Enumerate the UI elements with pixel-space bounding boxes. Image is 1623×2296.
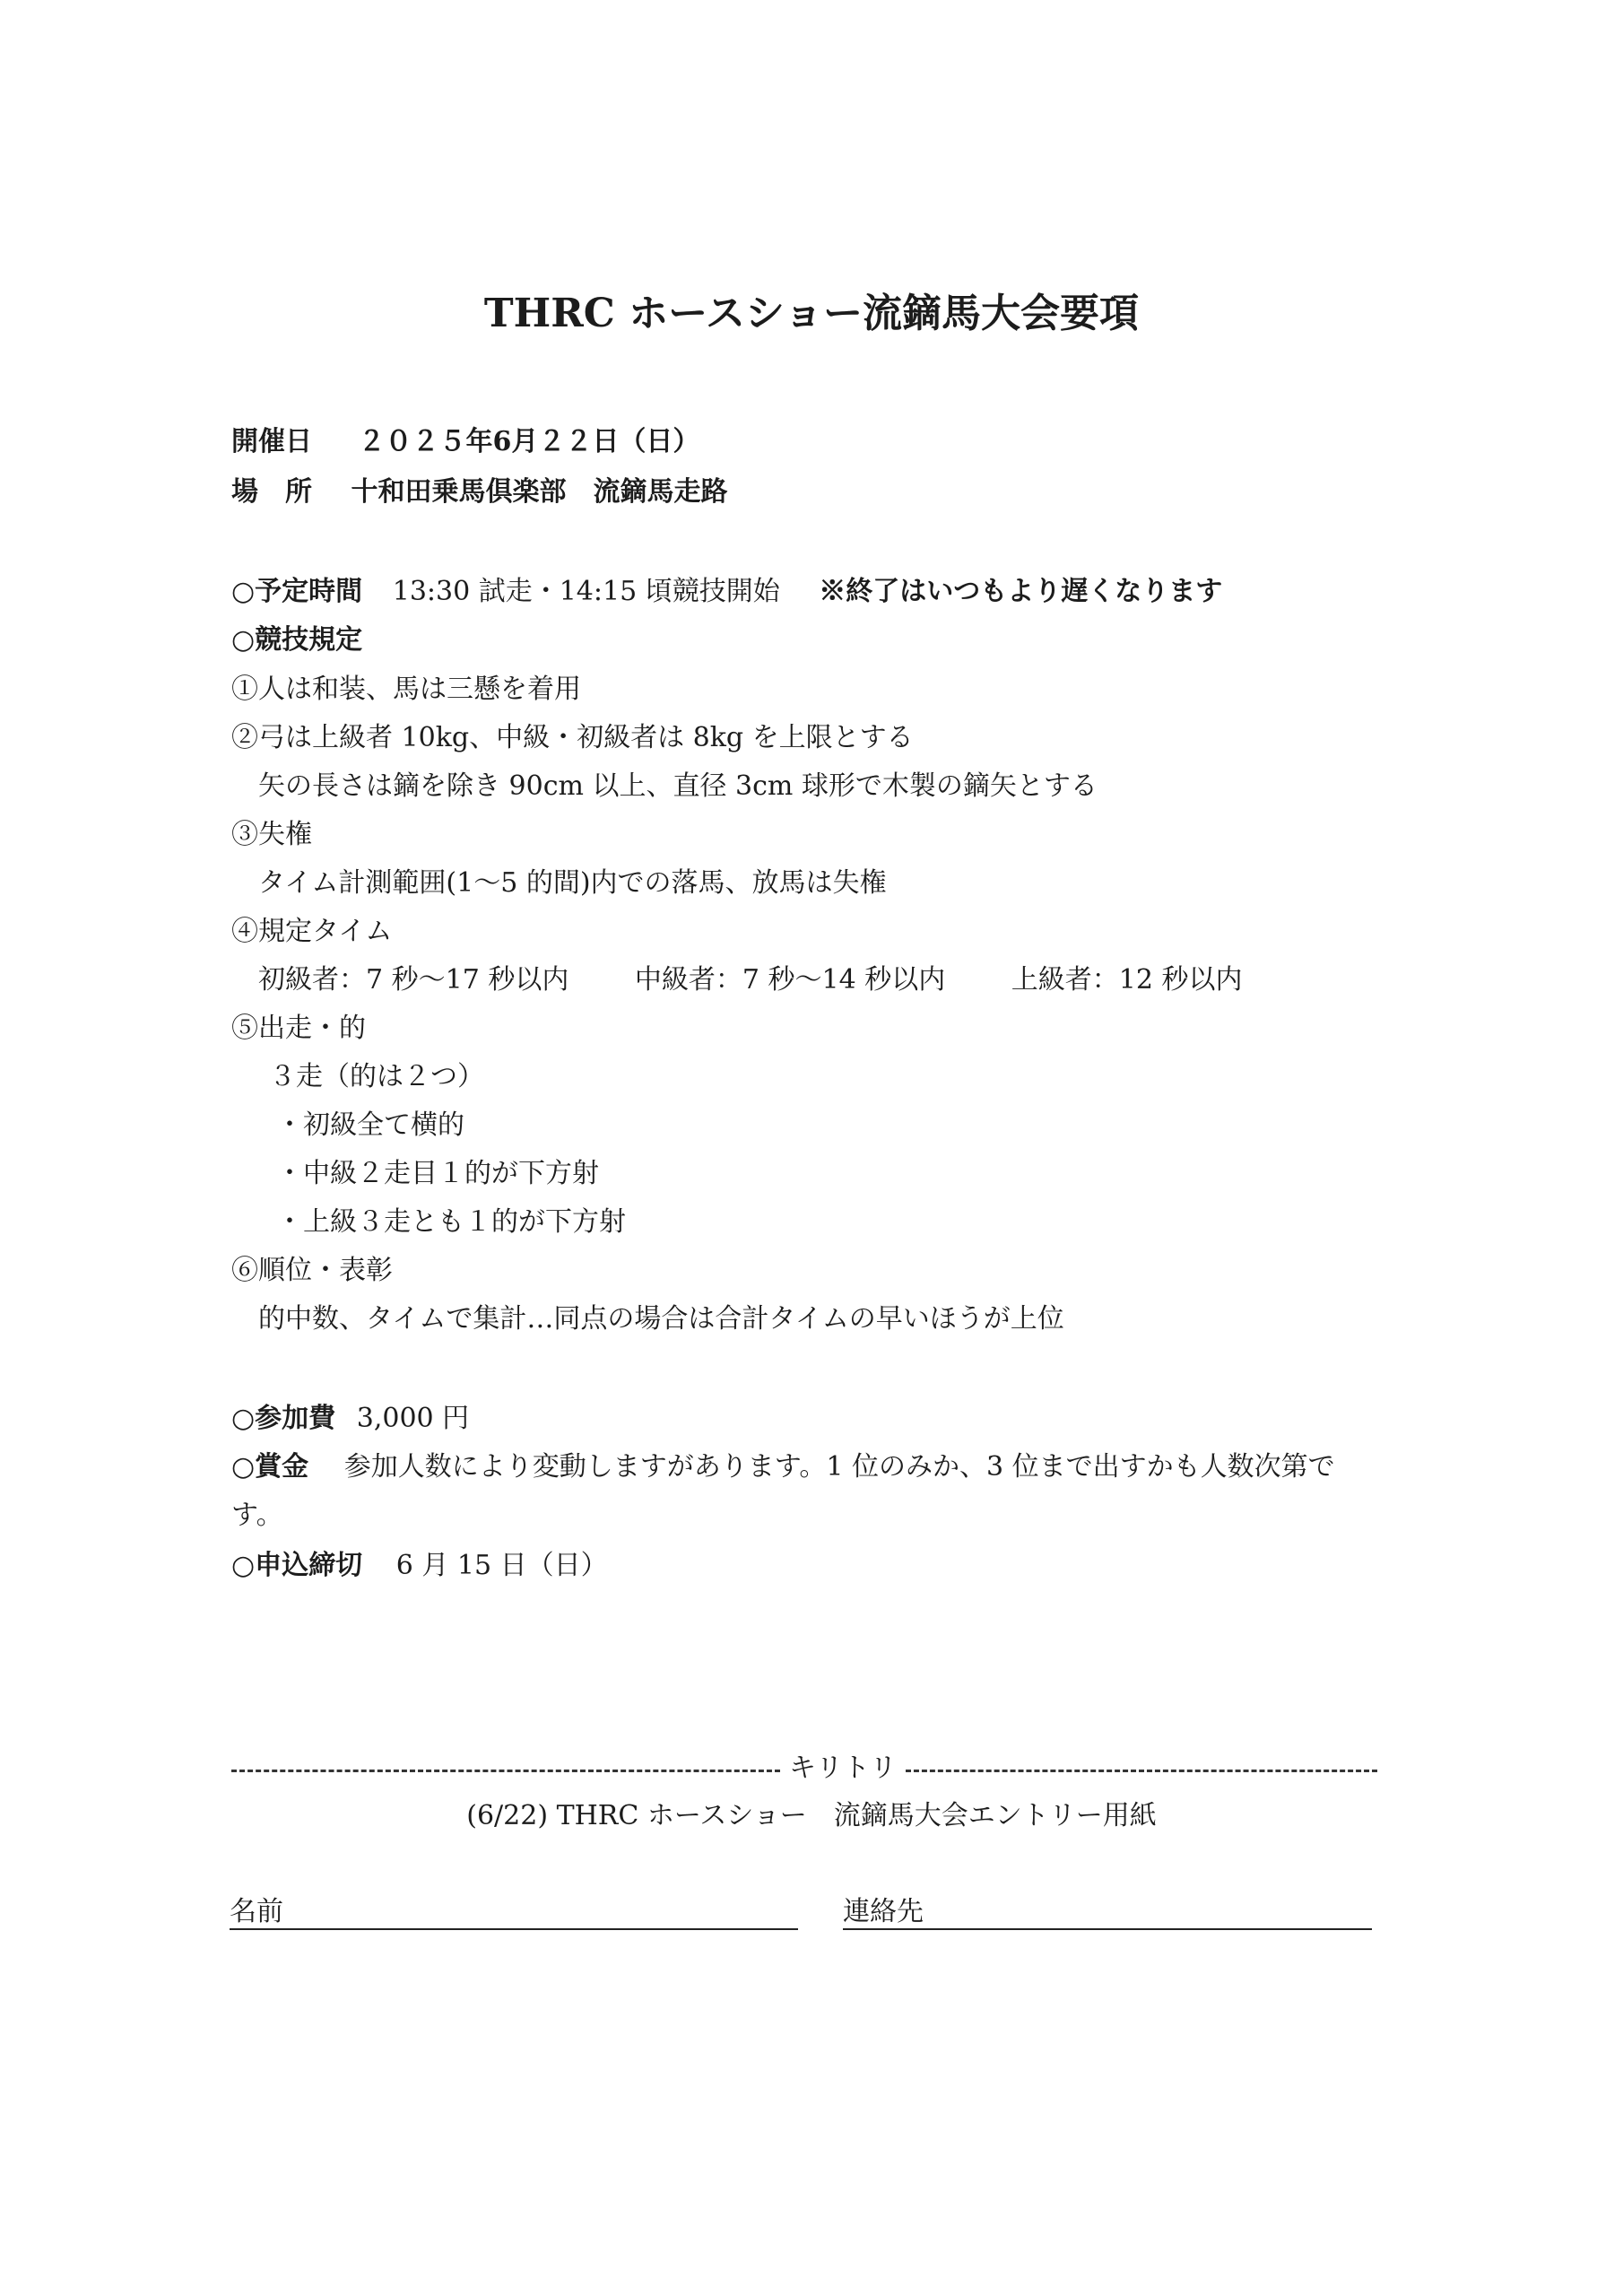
deadline-value: 6 月 15 日（日） — [395, 1550, 608, 1581]
prize-value: 参加人数により変動しますがあります。1 位のみか、3 位まで出すかも人数次第で — [343, 1451, 1335, 1483]
name-field[interactable] — [230, 1928, 798, 1930]
contact-field[interactable] — [843, 1928, 1372, 1930]
schedule-row — [231, 578, 1222, 605]
schedule-value: 13:30 試走・14:15 頃競技開始 — [392, 576, 780, 607]
schedule-label: ○予定時間 — [231, 576, 363, 607]
rule-6-detail: 的中数、タイムで集計…同点の場合は合計タイムの早いほうが上位 — [258, 1303, 1064, 1335]
date-label: 開催日 — [231, 426, 312, 457]
rule-6: ⑥順位・表彰 — [231, 1255, 393, 1286]
rule-3: ③失権 — [231, 819, 312, 850]
fee-label: ○参加費 — [231, 1403, 336, 1434]
rule-2-detail: 矢の長さは鏑を除き 90cm 以上、直径 3cm 球形で木製の鏑矢とする — [258, 770, 1098, 802]
rules-heading: ○競技規定 — [231, 624, 363, 656]
cut-line-left — [231, 1770, 780, 1772]
date-row — [231, 426, 700, 457]
entry-form-title: (6/22) THRC ホースショー 流鏑馬大会エントリー用紙 — [466, 1800, 1157, 1831]
place-label: 場 所 — [231, 476, 312, 508]
deadline-label: ○申込締切 — [231, 1550, 363, 1581]
time-beginner: 初級者：7 秒～17 秒以内 — [258, 964, 569, 996]
place-row — [231, 476, 728, 508]
rule-5-beginner: ・初級全て横的 — [276, 1109, 464, 1141]
deadline-row — [231, 1552, 608, 1579]
fee-value: 3,000 円 — [356, 1403, 470, 1434]
rule-3-detail: タイム計測範囲(1～5 的間)内での落馬、放馬は失権 — [258, 867, 887, 899]
schedule-note: ※終了はいつもより遅くなります — [819, 576, 1223, 607]
prize-row — [231, 1451, 1335, 1483]
rule-5: ⑤出走・的 — [231, 1013, 366, 1044]
place-value: 十和田乗馬倶楽部 流鏑馬走路 — [351, 476, 728, 508]
cut-line-right — [906, 1770, 1377, 1772]
rule-1: ①人は和装、馬は三懸を着用 — [231, 674, 581, 705]
contact-label: 連絡先 — [843, 1896, 924, 1927]
rule-2: ②弓は上級者 10kg、中級・初級者は 8kg を上限とする — [231, 722, 914, 753]
rule-5-intermediate: ・中級２走目１的が下方射 — [276, 1158, 599, 1189]
time-advanced: 上級者：12 秒以内 — [1011, 964, 1243, 996]
fee-row — [231, 1405, 469, 1432]
date-value: ２０２５年6月２２日（日） — [358, 426, 700, 457]
prize-label: ○賞金 — [231, 1451, 309, 1483]
rule-5-runs: ３走（的は２つ） — [269, 1061, 484, 1092]
rule-4-times — [258, 964, 1243, 996]
rule-4: ④規定タイム — [231, 916, 393, 947]
time-intermediate: 中級者：7 秒～14 秒以内 — [634, 964, 946, 996]
prize-value-cont: す。 — [231, 1500, 283, 1531]
name-label: 名前 — [230, 1896, 283, 1927]
cut-line-label: キリトリ — [789, 1752, 897, 1784]
document-title: THRC ホースショー流鏑馬大会要項 — [483, 291, 1140, 336]
rule-5-advanced: ・上級３走とも１的が下方射 — [276, 1206, 626, 1238]
